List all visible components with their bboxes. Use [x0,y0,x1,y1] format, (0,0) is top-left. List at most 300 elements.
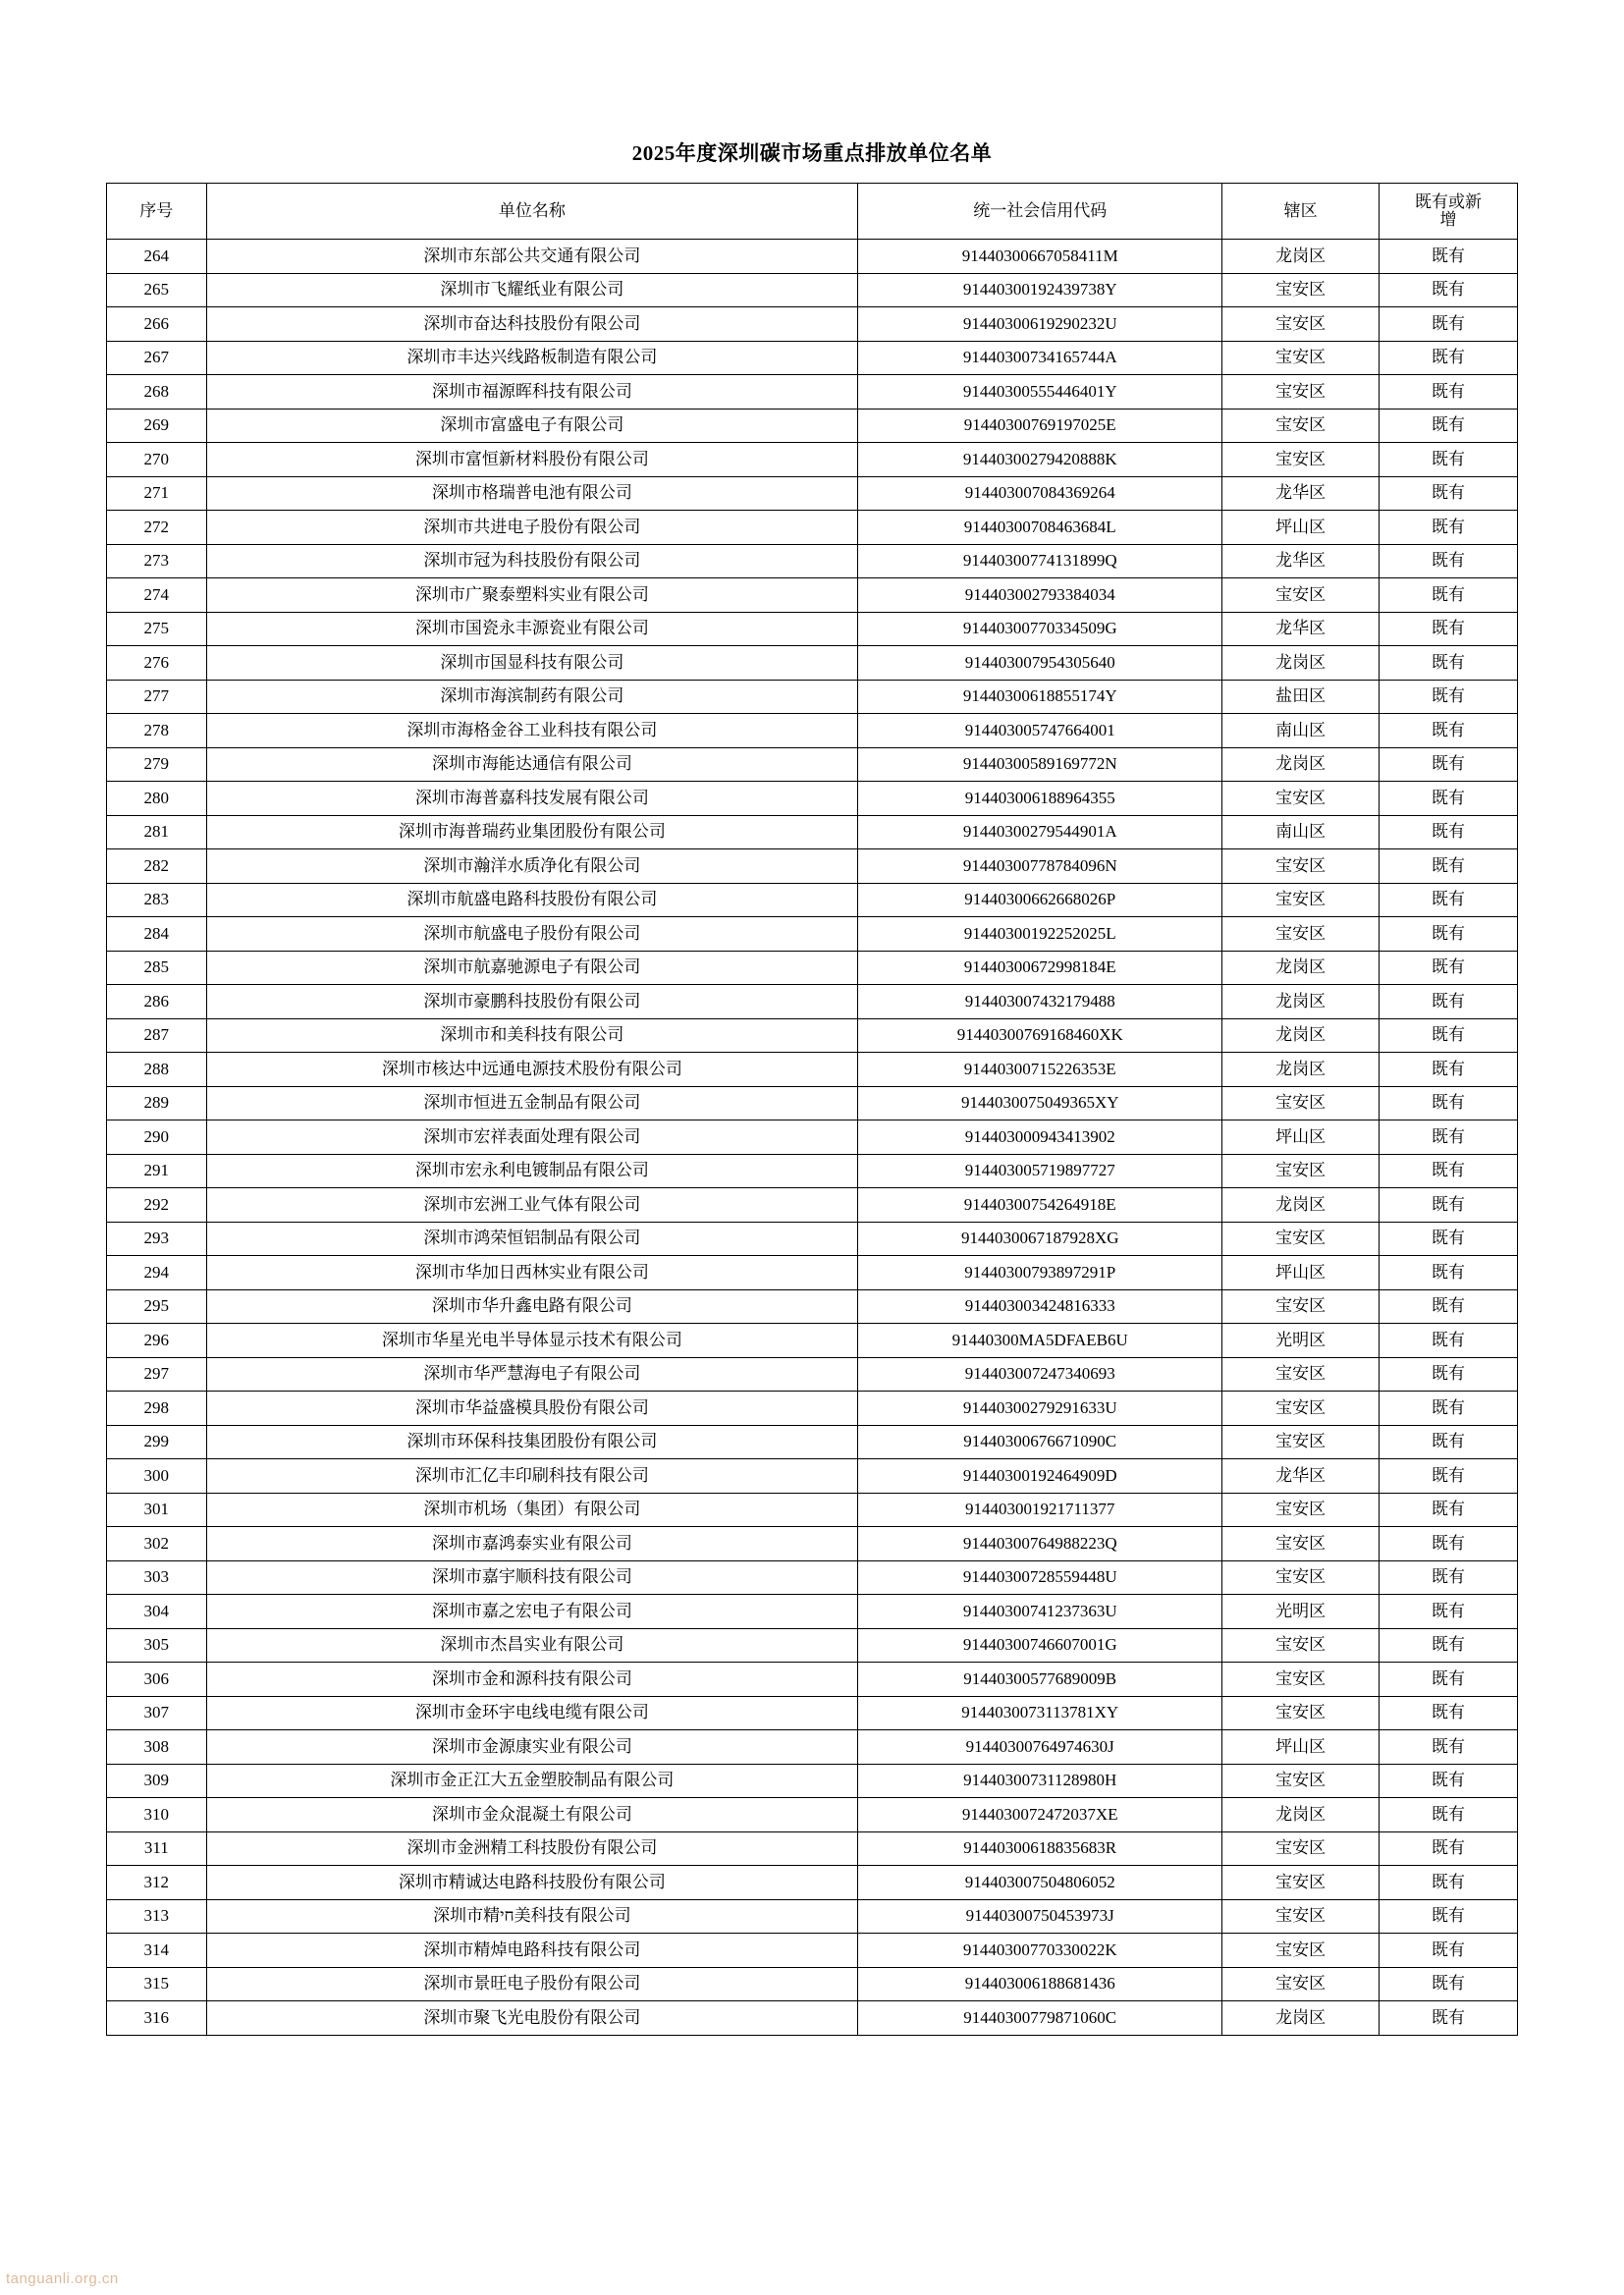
cell-unit-name: 深圳市航盛电路科技股份有限公司 [206,883,858,917]
cell-credit-code: 914403000943413902 [858,1120,1222,1155]
table-row [107,1764,1518,1798]
cell-index: 296 [107,1324,207,1358]
cell-credit-code: 914403007084369264 [858,476,1222,511]
cell-index: 274 [107,578,207,613]
cell-zone: 宝安区 [1222,1560,1380,1595]
cell-index: 283 [107,883,207,917]
table-row [107,1628,1518,1663]
cell-credit-code: 91440300MA5DFAEB6U [858,1324,1222,1358]
cell-unit-name: 深圳市聚飞光电股份有限公司 [206,2001,858,2036]
cell-credit-code: 91440300778784096N [858,849,1222,884]
cell-zone: 宝安区 [1222,849,1380,884]
table-row [107,511,1518,545]
cell-index: 293 [107,1222,207,1256]
cell-unit-name: 深圳市飞耀纸业有限公司 [206,273,858,307]
cell-unit-name: 深圳市海普瑞药业集团股份有限公司 [206,815,858,849]
cell-index: 297 [107,1357,207,1392]
table-row [107,815,1518,849]
table-row [107,1324,1518,1358]
cell-unit-name: 深圳市恒进五金制品有限公司 [206,1086,858,1120]
cell-unit-name: 深圳市海能达通信有限公司 [206,747,858,782]
cell-status: 既有 [1379,883,1517,917]
cell-credit-code: 91440300279420888K [858,443,1222,477]
cell-unit-name: 深圳市鸿荣恒铝制品有限公司 [206,1222,858,1256]
cell-status: 既有 [1379,1053,1517,1087]
cell-zone: 龙华区 [1222,612,1380,646]
cell-credit-code: 91440300618835683R [858,1831,1222,1866]
column-header-code: 统一社会信用代码 [858,184,1222,240]
column-header-status [1379,184,1517,240]
table-row [107,409,1518,443]
cell-index: 286 [107,985,207,1019]
cell-credit-code: 91440300774131899Q [858,544,1222,578]
table-row [107,680,1518,714]
cell-index: 307 [107,1696,207,1730]
cell-credit-code: 91440300754264918E [858,1188,1222,1223]
cell-status: 既有 [1379,1663,1517,1697]
cell-zone: 宝安区 [1222,1527,1380,1561]
page-title: 2025年度深圳碳市场重点排放单位名单 [631,141,993,165]
cell-credit-code: 91440300715226353E [858,1053,1222,1087]
cell-credit-code: 914403007954305640 [858,646,1222,681]
cell-status: 既有 [1379,714,1517,748]
cell-zone: 宝安区 [1222,375,1380,410]
cell-index: 294 [107,1256,207,1290]
cell-zone: 龙岗区 [1222,1188,1380,1223]
cell-credit-code: 91440300667058411M [858,240,1222,274]
cell-index: 291 [107,1154,207,1188]
cell-credit-code: 914403003424816333 [858,1289,1222,1324]
cell-credit-code: 91440300746607001G [858,1628,1222,1663]
table-row [107,1967,1518,2001]
table-row [107,1527,1518,1561]
table-row [107,1425,1518,1459]
cell-zone: 坪山区 [1222,1256,1380,1290]
cell-zone: 龙华区 [1222,476,1380,511]
cell-index: 301 [107,1493,207,1527]
cell-unit-name: 深圳市海滨制药有限公司 [206,680,858,714]
cell-unit-name: 深圳市和美科技有限公司 [206,1018,858,1053]
cell-credit-code: 91440300793897291P [858,1256,1222,1290]
cell-status: 既有 [1379,1899,1517,1934]
table-row [107,544,1518,578]
cell-zone: 宝安区 [1222,1086,1380,1120]
table-row [107,1866,1518,1900]
table-row [107,1560,1518,1595]
column-header-status-line2: 增 [1439,210,1457,229]
cell-zone: 龙华区 [1222,544,1380,578]
cell-zone: 南山区 [1222,815,1380,849]
cell-status: 既有 [1379,1934,1517,1968]
cell-status: 既有 [1379,1357,1517,1392]
cell-unit-name: 深圳市东部公共交通有限公司 [206,240,858,274]
cell-status: 既有 [1379,1967,1517,2001]
emission-units-table [106,183,1518,2036]
cell-unit-name: 深圳市宏祥表面处理有限公司 [206,1120,858,1155]
cell-unit-name: 深圳市富盛电子有限公司 [206,409,858,443]
cell-index: 315 [107,1967,207,2001]
table-row [107,1086,1518,1120]
cell-index: 309 [107,1764,207,1798]
cell-zone: 龙岗区 [1222,747,1380,782]
cell-credit-code: 914403007432179488 [858,985,1222,1019]
cell-status: 既有 [1379,951,1517,985]
cell-unit-name: 深圳市广聚泰塑料实业有限公司 [206,578,858,613]
cell-index: 299 [107,1425,207,1459]
cell-status: 既有 [1379,680,1517,714]
cell-unit-name: 深圳市华升鑫电路有限公司 [206,1289,858,1324]
table-row [107,1357,1518,1392]
cell-credit-code: 91440300750453973J [858,1899,1222,1934]
cell-status: 既有 [1379,1154,1517,1188]
cell-status: 既有 [1379,1086,1517,1120]
table-row [107,1053,1518,1087]
table-row [107,985,1518,1019]
cell-index: 279 [107,747,207,782]
cell-status: 既有 [1379,1798,1517,1832]
cell-status: 既有 [1379,1324,1517,1358]
cell-index: 300 [107,1459,207,1494]
table-row [107,1595,1518,1629]
column-header-index: 序号 [107,184,207,240]
cell-status: 既有 [1379,1120,1517,1155]
cell-status: 既有 [1379,1696,1517,1730]
table-row [107,1493,1518,1527]
cell-status: 既有 [1379,1527,1517,1561]
cell-credit-code: 914403002793384034 [858,578,1222,613]
table-row [107,1831,1518,1866]
cell-index: 273 [107,544,207,578]
cell-credit-code: 9144030075049365XY [858,1086,1222,1120]
cell-index: 264 [107,240,207,274]
cell-index: 277 [107,680,207,714]
cell-status: 既有 [1379,1831,1517,1866]
cell-credit-code: 91440300618855174Y [858,680,1222,714]
cell-zone: 宝安区 [1222,1357,1380,1392]
cell-credit-code: 91440300764974630J [858,1730,1222,1765]
cell-unit-name: 深圳市丰达兴线路板制造有限公司 [206,341,858,375]
cell-credit-code: 9144030072472037XE [858,1798,1222,1832]
cell-zone: 宝安区 [1222,443,1380,477]
cell-zone: 宝安区 [1222,409,1380,443]
cell-zone: 坪山区 [1222,1120,1380,1155]
cell-zone: 龙岗区 [1222,646,1380,681]
cell-credit-code: 91440300619290232U [858,307,1222,342]
cell-index: 298 [107,1392,207,1426]
cell-unit-name: 深圳市精חי美科技有限公司 [206,1899,858,1934]
cell-unit-name: 深圳市华星光电半导体显示技术有限公司 [206,1324,858,1358]
cell-status: 既有 [1379,1459,1517,1494]
cell-zone: 宝安区 [1222,917,1380,952]
table-row [107,273,1518,307]
cell-index: 312 [107,1866,207,1900]
cell-zone: 宝安区 [1222,1425,1380,1459]
cell-zone: 宝安区 [1222,1663,1380,1697]
cell-zone: 宝安区 [1222,341,1380,375]
cell-status: 既有 [1379,443,1517,477]
table-row [107,612,1518,646]
cell-status: 既有 [1379,917,1517,952]
cell-credit-code: 914403005747664001 [858,714,1222,748]
cell-status: 既有 [1379,1628,1517,1663]
table-row [107,883,1518,917]
table-row [107,2001,1518,2036]
cell-unit-name: 深圳市机场（集团）有限公司 [206,1493,858,1527]
column-header-zone: 辖区 [1222,184,1380,240]
cell-status: 既有 [1379,849,1517,884]
table-row [107,1256,1518,1290]
cell-credit-code: 91440300589169772N [858,747,1222,782]
cell-index: 267 [107,341,207,375]
cell-index: 304 [107,1595,207,1629]
cell-unit-name: 深圳市格瑞普电池有限公司 [206,476,858,511]
cell-index: 269 [107,409,207,443]
cell-index: 311 [107,1831,207,1866]
cell-index: 271 [107,476,207,511]
cell-status: 既有 [1379,646,1517,681]
table-row [107,578,1518,613]
cell-credit-code: 914403007504806052 [858,1866,1222,1900]
table-row [107,240,1518,274]
cell-zone: 龙华区 [1222,1459,1380,1494]
cell-unit-name: 深圳市富恒新材料股份有限公司 [206,443,858,477]
cell-status: 既有 [1379,1289,1517,1324]
cell-status: 既有 [1379,511,1517,545]
cell-zone: 坪山区 [1222,1730,1380,1765]
table-row [107,917,1518,952]
cell-zone: 宝安区 [1222,1764,1380,1798]
cell-credit-code: 914403006188681436 [858,1967,1222,2001]
cell-index: 276 [107,646,207,681]
table-row [107,1222,1518,1256]
cell-zone: 龙岗区 [1222,1018,1380,1053]
cell-index: 275 [107,612,207,646]
table-row [107,1696,1518,1730]
cell-status: 既有 [1379,307,1517,342]
cell-status: 既有 [1379,1018,1517,1053]
table-row [107,1392,1518,1426]
cell-zone: 宝安区 [1222,1392,1380,1426]
cell-status: 既有 [1379,273,1517,307]
table-row [107,782,1518,816]
table-row [107,1730,1518,1765]
cell-status: 既有 [1379,1222,1517,1256]
cell-unit-name: 深圳市汇亿丰印刷科技有限公司 [206,1459,858,1494]
cell-index: 289 [107,1086,207,1120]
cell-status: 既有 [1379,476,1517,511]
cell-status: 既有 [1379,2001,1517,2036]
cell-index: 280 [107,782,207,816]
cell-unit-name: 深圳市金众混凝土有限公司 [206,1798,858,1832]
table-row [107,1899,1518,1934]
cell-status: 既有 [1379,782,1517,816]
table-row [107,1289,1518,1324]
cell-unit-name: 深圳市华加日西林实业有限公司 [206,1256,858,1290]
cell-index: 268 [107,375,207,410]
cell-index: 270 [107,443,207,477]
cell-credit-code: 91440300192439738Y [858,273,1222,307]
table-row [107,1120,1518,1155]
table-row [107,1663,1518,1697]
cell-status: 既有 [1379,375,1517,410]
cell-index: 281 [107,815,207,849]
cell-index: 306 [107,1663,207,1697]
cell-status: 既有 [1379,240,1517,274]
cell-unit-name: 深圳市国显科技有限公司 [206,646,858,681]
table-row [107,476,1518,511]
cell-index: 282 [107,849,207,884]
cell-index: 287 [107,1018,207,1053]
table-row [107,951,1518,985]
cell-unit-name: 深圳市冠为科技股份有限公司 [206,544,858,578]
cell-index: 278 [107,714,207,748]
cell-unit-name: 深圳市海普嘉科技发展有限公司 [206,782,858,816]
cell-index: 292 [107,1188,207,1223]
table-row [107,1154,1518,1188]
cell-unit-name: 深圳市嘉宇顺科技有限公司 [206,1560,858,1595]
cell-credit-code: 914403005719897727 [858,1154,1222,1188]
cell-credit-code: 91440300770334509G [858,612,1222,646]
cell-index: 295 [107,1289,207,1324]
cell-zone: 宝安区 [1222,1289,1380,1324]
cell-zone: 宝安区 [1222,1866,1380,1900]
cell-zone: 宝安区 [1222,1628,1380,1663]
cell-unit-name: 深圳市金和源科技有限公司 [206,1663,858,1697]
cell-unit-name: 深圳市景旺电子股份有限公司 [206,1967,858,2001]
cell-status: 既有 [1379,747,1517,782]
cell-status: 既有 [1379,1256,1517,1290]
cell-unit-name: 深圳市嘉之宏电子有限公司 [206,1595,858,1629]
cell-credit-code: 914403006188964355 [858,782,1222,816]
cell-zone: 宝安区 [1222,1899,1380,1934]
cell-zone: 南山区 [1222,714,1380,748]
cell-credit-code: 91440300676671090C [858,1425,1222,1459]
cell-zone: 宝安区 [1222,883,1380,917]
cell-zone: 宝安区 [1222,273,1380,307]
cell-unit-name: 深圳市金洲精工科技股份有限公司 [206,1831,858,1866]
cell-zone: 龙岗区 [1222,240,1380,274]
cell-status: 既有 [1379,578,1517,613]
cell-credit-code: 91440300734165744A [858,341,1222,375]
watermark: tanguanli.org.cn [6,2270,119,2287]
cell-zone: 宝安区 [1222,1154,1380,1188]
cell-unit-name: 深圳市金环宇电线电缆有限公司 [206,1696,858,1730]
cell-unit-name: 深圳市环保科技集团股份有限公司 [206,1425,858,1459]
cell-zone: 光明区 [1222,1324,1380,1358]
cell-status: 既有 [1379,1493,1517,1527]
cell-unit-name: 深圳市航盛电子股份有限公司 [206,917,858,952]
table-row [107,646,1518,681]
cell-index: 290 [107,1120,207,1155]
cell-zone: 坪山区 [1222,511,1380,545]
cell-unit-name: 深圳市华益盛模具股份有限公司 [206,1392,858,1426]
cell-credit-code: 91440300192252025L [858,917,1222,952]
table-row [107,714,1518,748]
cell-index: 284 [107,917,207,952]
table-row [107,849,1518,884]
cell-credit-code: 91440300708463684L [858,511,1222,545]
cell-index: 265 [107,273,207,307]
cell-unit-name: 深圳市金源康实业有限公司 [206,1730,858,1765]
cell-zone: 宝安区 [1222,307,1380,342]
cell-status: 既有 [1379,1730,1517,1765]
cell-index: 305 [107,1628,207,1663]
cell-unit-name: 深圳市福源晖科技有限公司 [206,375,858,410]
cell-status: 既有 [1379,1595,1517,1629]
cell-unit-name: 深圳市海格金谷工业科技有限公司 [206,714,858,748]
cell-status: 既有 [1379,815,1517,849]
cell-index: 303 [107,1560,207,1595]
cell-unit-name: 深圳市国瓷永丰源瓷业有限公司 [206,612,858,646]
table-row [107,1798,1518,1832]
table-body [107,240,1518,2036]
cell-zone: 宝安区 [1222,782,1380,816]
cell-unit-name: 深圳市金正江大五金塑胶制品有限公司 [206,1764,858,1798]
cell-zone: 宝安区 [1222,1493,1380,1527]
cell-credit-code: 914403007247340693 [858,1357,1222,1392]
cell-status: 既有 [1379,341,1517,375]
cell-zone: 龙岗区 [1222,2001,1380,2036]
table-row [107,747,1518,782]
cell-index: 272 [107,511,207,545]
cell-zone: 光明区 [1222,1595,1380,1629]
cell-zone: 宝安区 [1222,1967,1380,2001]
cell-credit-code: 91440300769168460XK [858,1018,1222,1053]
cell-credit-code: 914403001921711377 [858,1493,1222,1527]
cell-index: 316 [107,2001,207,2036]
cell-status: 既有 [1379,409,1517,443]
table-row [107,1934,1518,1968]
cell-unit-name: 深圳市奋达科技股份有限公司 [206,307,858,342]
cell-zone: 宝安区 [1222,1696,1380,1730]
cell-status: 既有 [1379,1764,1517,1798]
cell-credit-code: 91440300279291633U [858,1392,1222,1426]
cell-zone: 龙岗区 [1222,1053,1380,1087]
cell-zone: 宝安区 [1222,1222,1380,1256]
cell-credit-code: 91440300555446401Y [858,375,1222,410]
cell-unit-name: 深圳市嘉鸿泰实业有限公司 [206,1527,858,1561]
cell-unit-name: 深圳市核达中远通电源技术股份有限公司 [206,1053,858,1087]
cell-credit-code: 9144030073113781XY [858,1696,1222,1730]
table-row [107,307,1518,342]
cell-credit-code: 91440300731128980H [858,1764,1222,1798]
cell-zone: 宝安区 [1222,1934,1380,1968]
cell-status: 既有 [1379,544,1517,578]
cell-unit-name: 深圳市宏永利电镀制品有限公司 [206,1154,858,1188]
cell-credit-code: 91440300577689009B [858,1663,1222,1697]
cell-index: 310 [107,1798,207,1832]
cell-credit-code: 91440300764988223Q [858,1527,1222,1561]
cell-index: 302 [107,1527,207,1561]
cell-zone: 龙岗区 [1222,951,1380,985]
cell-unit-name: 深圳市瀚洋水质净化有限公司 [206,849,858,884]
cell-index: 313 [107,1899,207,1934]
table-header-row [107,184,1518,240]
cell-status: 既有 [1379,1560,1517,1595]
cell-unit-name: 深圳市航嘉驰源电子有限公司 [206,951,858,985]
cell-index: 288 [107,1053,207,1087]
cell-unit-name: 深圳市杰昌实业有限公司 [206,1628,858,1663]
cell-unit-name: 深圳市精诚达电路科技股份有限公司 [206,1866,858,1900]
cell-credit-code: 91440300779871060C [858,2001,1222,2036]
cell-credit-code: 91440300279544901A [858,815,1222,849]
table-row [107,1188,1518,1223]
cell-status: 既有 [1379,612,1517,646]
column-header-name: 单位名称 [206,184,858,240]
cell-unit-name: 深圳市精焯电路科技有限公司 [206,1934,858,1968]
table-row [107,375,1518,410]
cell-status: 既有 [1379,1188,1517,1223]
